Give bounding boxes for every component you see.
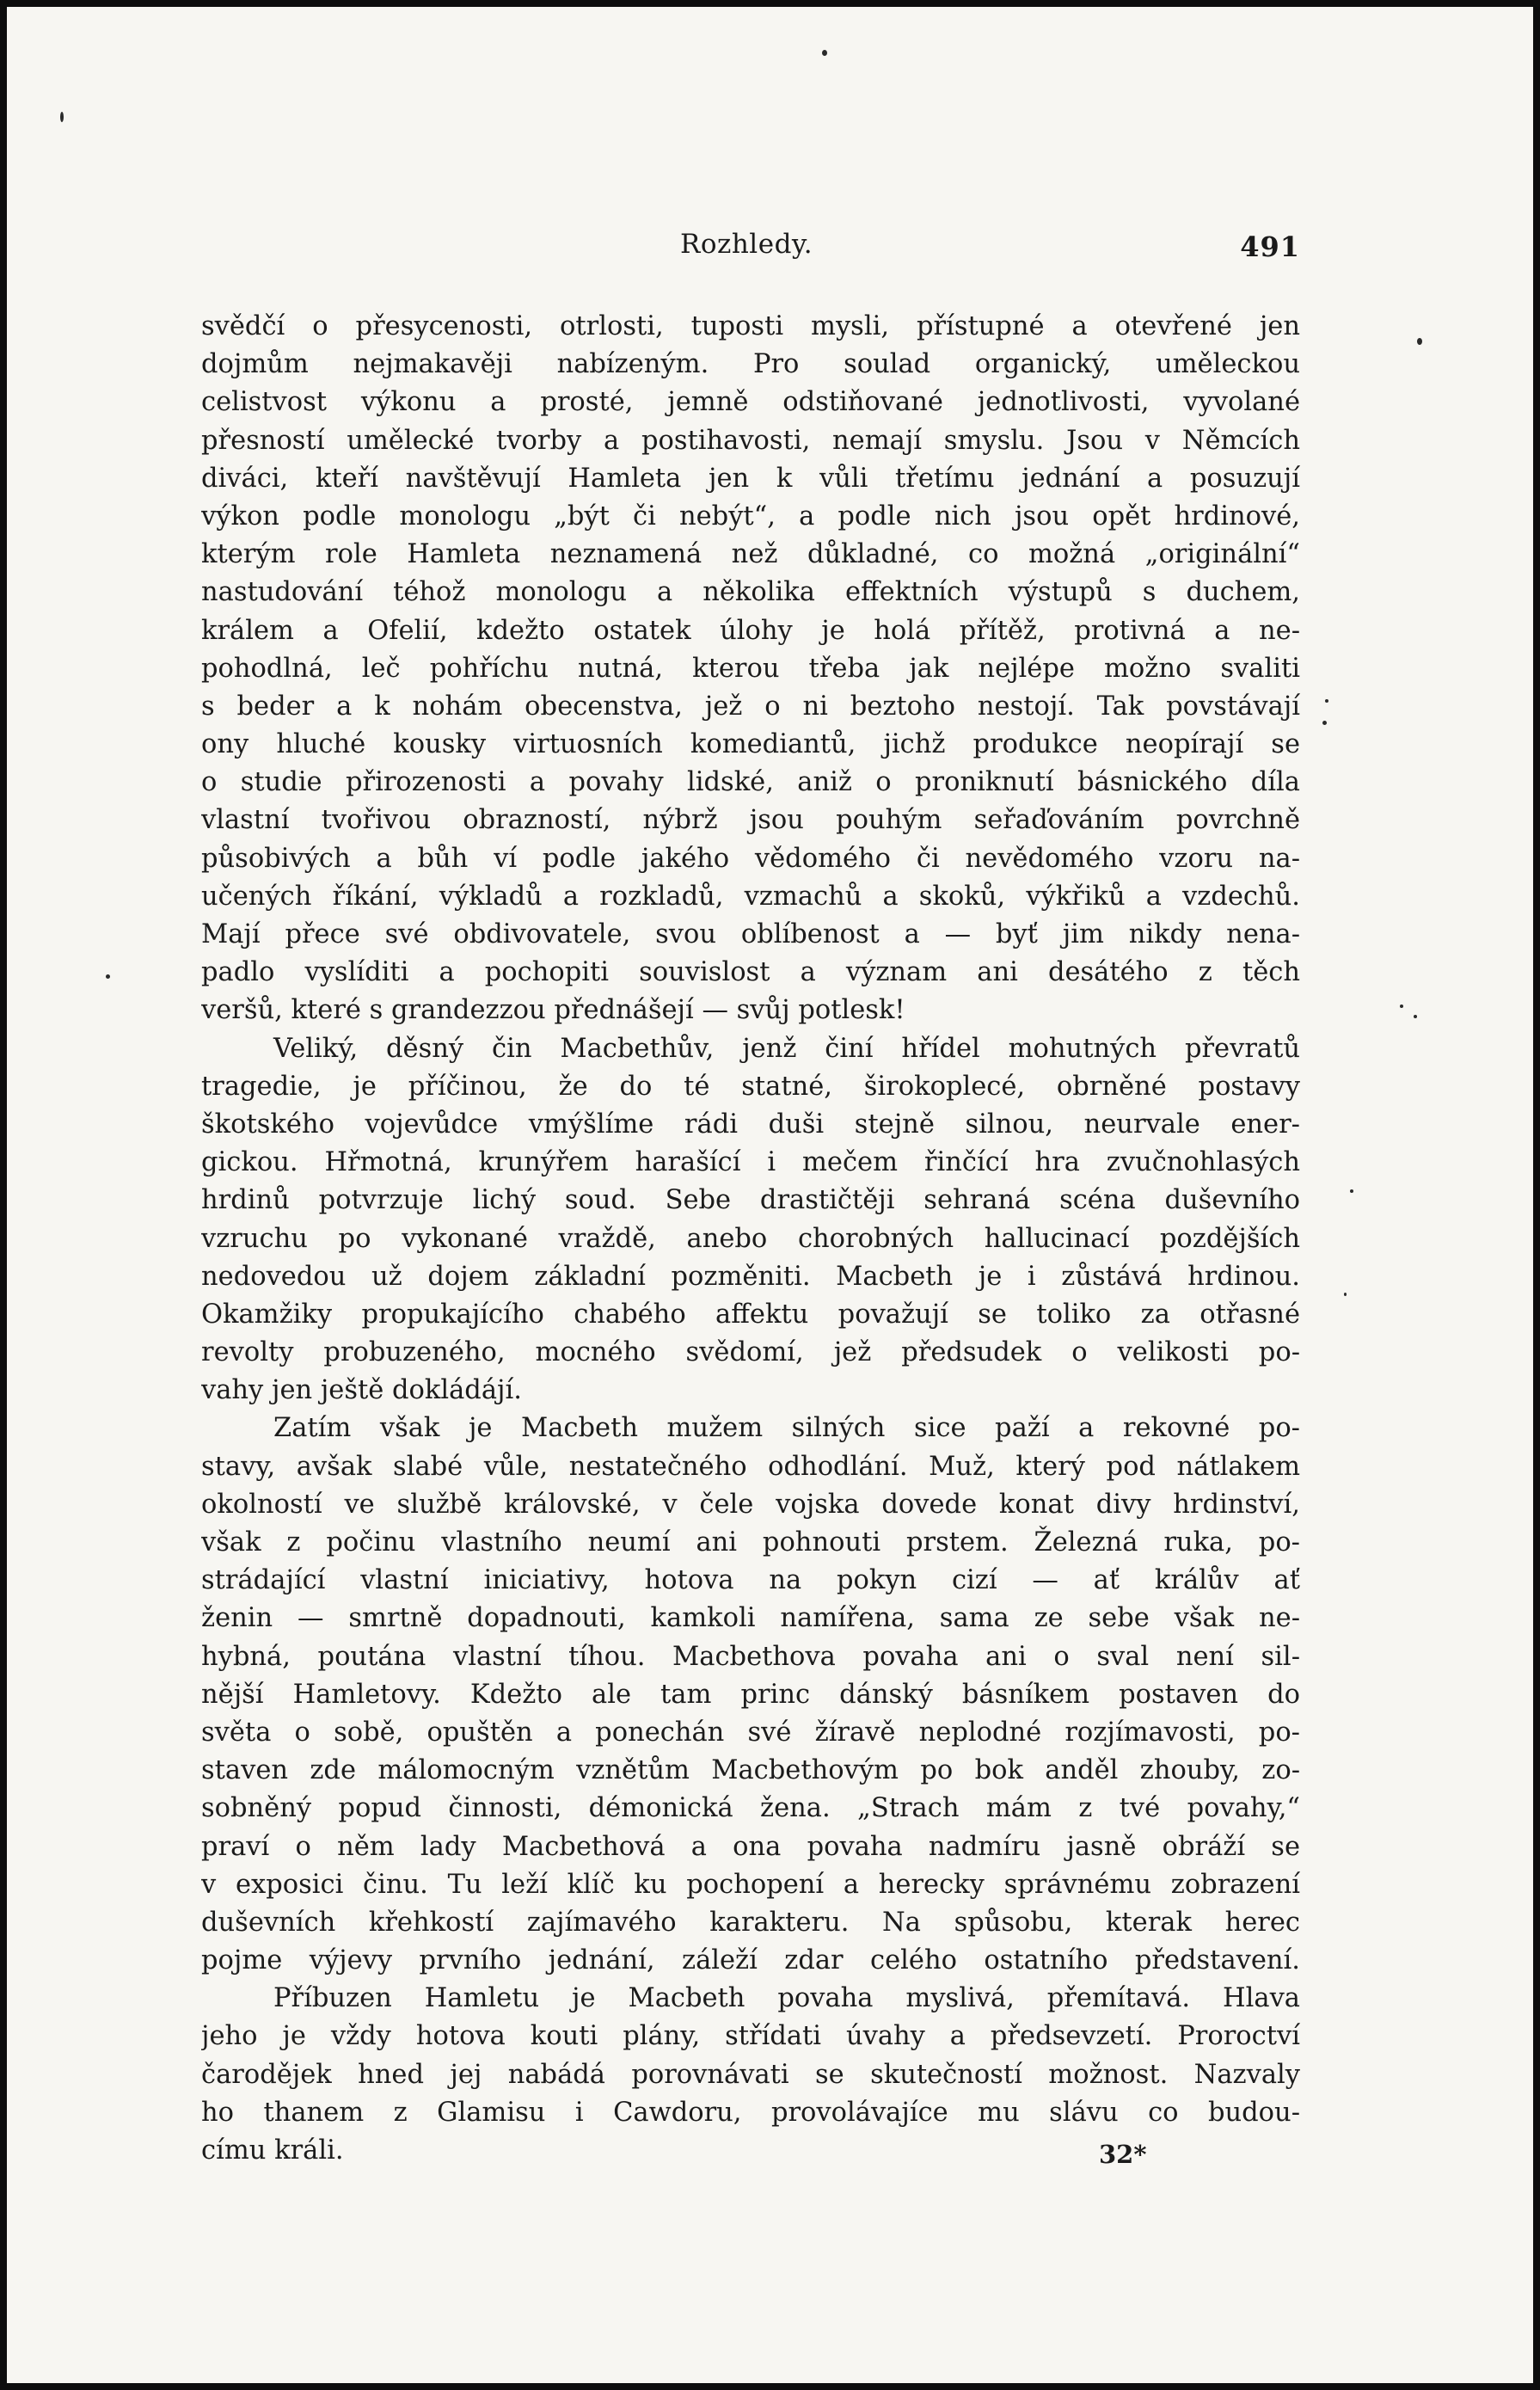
text-line: hybná, poutána vlastní tíhou. Macbethova povaha ani o sval není sil- [201, 1641, 1300, 1672]
text-line: ony hluché kousky virtuosních komediantů, jichž produkce neopírají se [201, 729, 1300, 760]
scan-speck [1414, 1015, 1417, 1018]
text-line: vlastní tvořivou obrazností, nýbrž jsou pouhým seřaďováním povrchně [201, 805, 1300, 836]
text-line: světa o sobě, opuštěn a ponechán své žíravě neplodné rozjímavosti, po- [201, 1717, 1300, 1748]
text-line: duševních křehkostí zajímavého karakteru. Na spůsobu, kterak herec [201, 1907, 1300, 1938]
text-line: svědčí o přesycenosti, otrlosti, tuposti mysli, přístupné a otevřené jen [201, 311, 1300, 341]
text-line: učených říkání, výkladů a rozkladů, vzmachů a skoků, výkřiků a vzdechů. [201, 881, 1300, 912]
text-line: působivých a bůh ví podle jakého vědomého či nevědomého vzoru na- [201, 843, 1300, 874]
text-line: o studie přirozenosti a povahy lidské, aniž o proniknutí básnického díla [201, 767, 1300, 798]
text-line: veršů, které s grandezzou přednášejí — svůj potlesk! [201, 995, 905, 1026]
text-line: sobněný popud činnosti, démonická žena. „Strach mám z tvé povahy,“ [201, 1793, 1300, 1824]
scan-speck [1350, 1189, 1353, 1193]
text-line: králem a Ofelií, kdežto ostatek úlohy je holá přítěž, protivná a ne- [201, 615, 1300, 646]
text-line: výkon podle monologu „být či nebýt“, a podle nich jsou opět hrdinové, [201, 501, 1300, 531]
signature-mark: 32* [1099, 2140, 1147, 2169]
text-line: gickou. Hřmotná, krunýřem harašící i mečem řinčící hra zvučnohlasých [201, 1147, 1300, 1178]
page-header [201, 229, 1300, 272]
text-line: dojmům nejmakavěji nabízeným. Pro soulad organický, uměleckou [201, 349, 1300, 380]
running-head: Rozhledy. [680, 229, 813, 260]
scan-speck [822, 50, 827, 56]
text-line: pojme výjevy prvního jednání, záleží zdar celého ostatního představení. [201, 1945, 1300, 1976]
text-line: kterým role Hamleta neznamená než důkladné, co možná „originální“ [201, 539, 1300, 570]
text-line: celistvost výkonu a prosté, jemně odstiňované jednotlivosti, vyvolané [201, 387, 1300, 418]
text-line: Zatím však je Macbeth mužem silných sice paží a rekovné po- [273, 1413, 1300, 1444]
scan-speck [1325, 699, 1328, 703]
text-line: vahy jen ještě dokládájí. [201, 1375, 522, 1406]
text-line: Veliký, děsný čin Macbethův, jenž činí hřídel mohutných převratů [273, 1033, 1300, 1064]
text-line: přesností umělecké tvorby a postihavosti, nemají smyslu. Jsou v Němcích [201, 425, 1300, 456]
scan-speck [106, 974, 110, 979]
scan-speck [60, 112, 64, 122]
text-line: okolností ve službě královské, v čele vojska dovede konat divy hrdinství, [201, 1489, 1300, 1520]
text-line: ho thanem z Glamisu i Cawdoru, provolávajíce mu slávu co budou- [201, 2097, 1300, 2128]
text-line: vzruchu po vykonané vraždě, anebo chorobných hallucinací pozdějších [201, 1223, 1300, 1254]
text-line: Okamžiky propukajícího chabého affektu považují se toliko za otřasné [201, 1299, 1300, 1330]
text-line: nedovedou už dojem základní pozměniti. Macbeth je i zůstává hrdinou. [201, 1261, 1300, 1292]
text-line: ženin — smrtně dopadnouti, kamkoli namířena, sama ze sebe však ne- [201, 1603, 1300, 1634]
text-line: pohodlná, leč pohříchu nutná, kterou třeba jak nejlépe možno svaliti [201, 653, 1300, 684]
text-line: Mají přece své obdivovatele, svou oblíbenost a — byť jim nikdy nena- [201, 919, 1300, 949]
text-line: čarodějek hned jej nabádá porovnávati se skutečností možnost. Nazvaly [201, 2059, 1300, 2090]
text-line: strádající vlastní iniciativy, hotova na pokyn cizí — ať králův ať [201, 1565, 1300, 1596]
text-line: jeho je vždy hotova kouti plány, střídati úvahy a předsevzetí. Proroctví [201, 2021, 1300, 2052]
text-line: v exposici činu. Tu leží klíč ku pochopení a herecky správnému zobrazení [201, 1869, 1300, 1900]
text-line: škotského vojevůdce vmýšlíme rádi duši stejně silnou, neurvale ener- [201, 1109, 1300, 1140]
text-line: nější Hamletovy. Kdežto ale tam princ dánský básníkem postaven do [201, 1679, 1300, 1710]
text-line: diváci, kteří navštěvují Hamleta jen k vůli třetímu jednání a posuzují [201, 463, 1300, 494]
scan-speck [1322, 721, 1327, 725]
book-page [7, 7, 1533, 2383]
text-line: padlo vyslíditi a pochopiti souvislost a význam ani desátého z těch [201, 957, 1300, 988]
text-line: címu králi. [201, 2135, 344, 2166]
scan-speck [1417, 338, 1422, 345]
scan-speck [1344, 1293, 1347, 1296]
body-text [201, 308, 1300, 2170]
text-line: revolty probuzeného, mocného svědomí, jež předsudek o velikosti po- [201, 1337, 1300, 1368]
text-line: hrdinů potvrzuje lichý soud. Sebe drastičtěji sehraná scéna duševního [201, 1185, 1300, 1216]
scan-speck [1400, 1005, 1403, 1008]
text-line: však z počinu vlastního neumí ani pohnouti prstem. Železná ruka, po- [201, 1527, 1300, 1557]
text-line: s beder a k nohám obecenstva, jež o ni beztoho nestojí. Tak povstávají [201, 691, 1300, 722]
text-line: tragedie, je příčinou, že do té statné, širokoplecé, obrněné postavy [201, 1071, 1300, 1102]
text-line: Příbuzen Hamletu je Macbeth povaha myslivá, přemítavá. Hlava [273, 1983, 1300, 2014]
text-line: staven zde málomocným vznětům Macbethovým po bok anděl zhouby, zo- [201, 1755, 1300, 1786]
text-line: praví o něm lady Macbethová a ona povaha nadmíru jasně obráží se [201, 1831, 1300, 1862]
page-number: 491 [1240, 230, 1300, 263]
text-line: stavy, avšak slabé vůle, nestatečného odhodlání. Muž, který pod nátlakem [201, 1451, 1300, 1482]
text-line: nastudování téhož monologu a několika effektních výstupů s duchem, [201, 577, 1300, 608]
